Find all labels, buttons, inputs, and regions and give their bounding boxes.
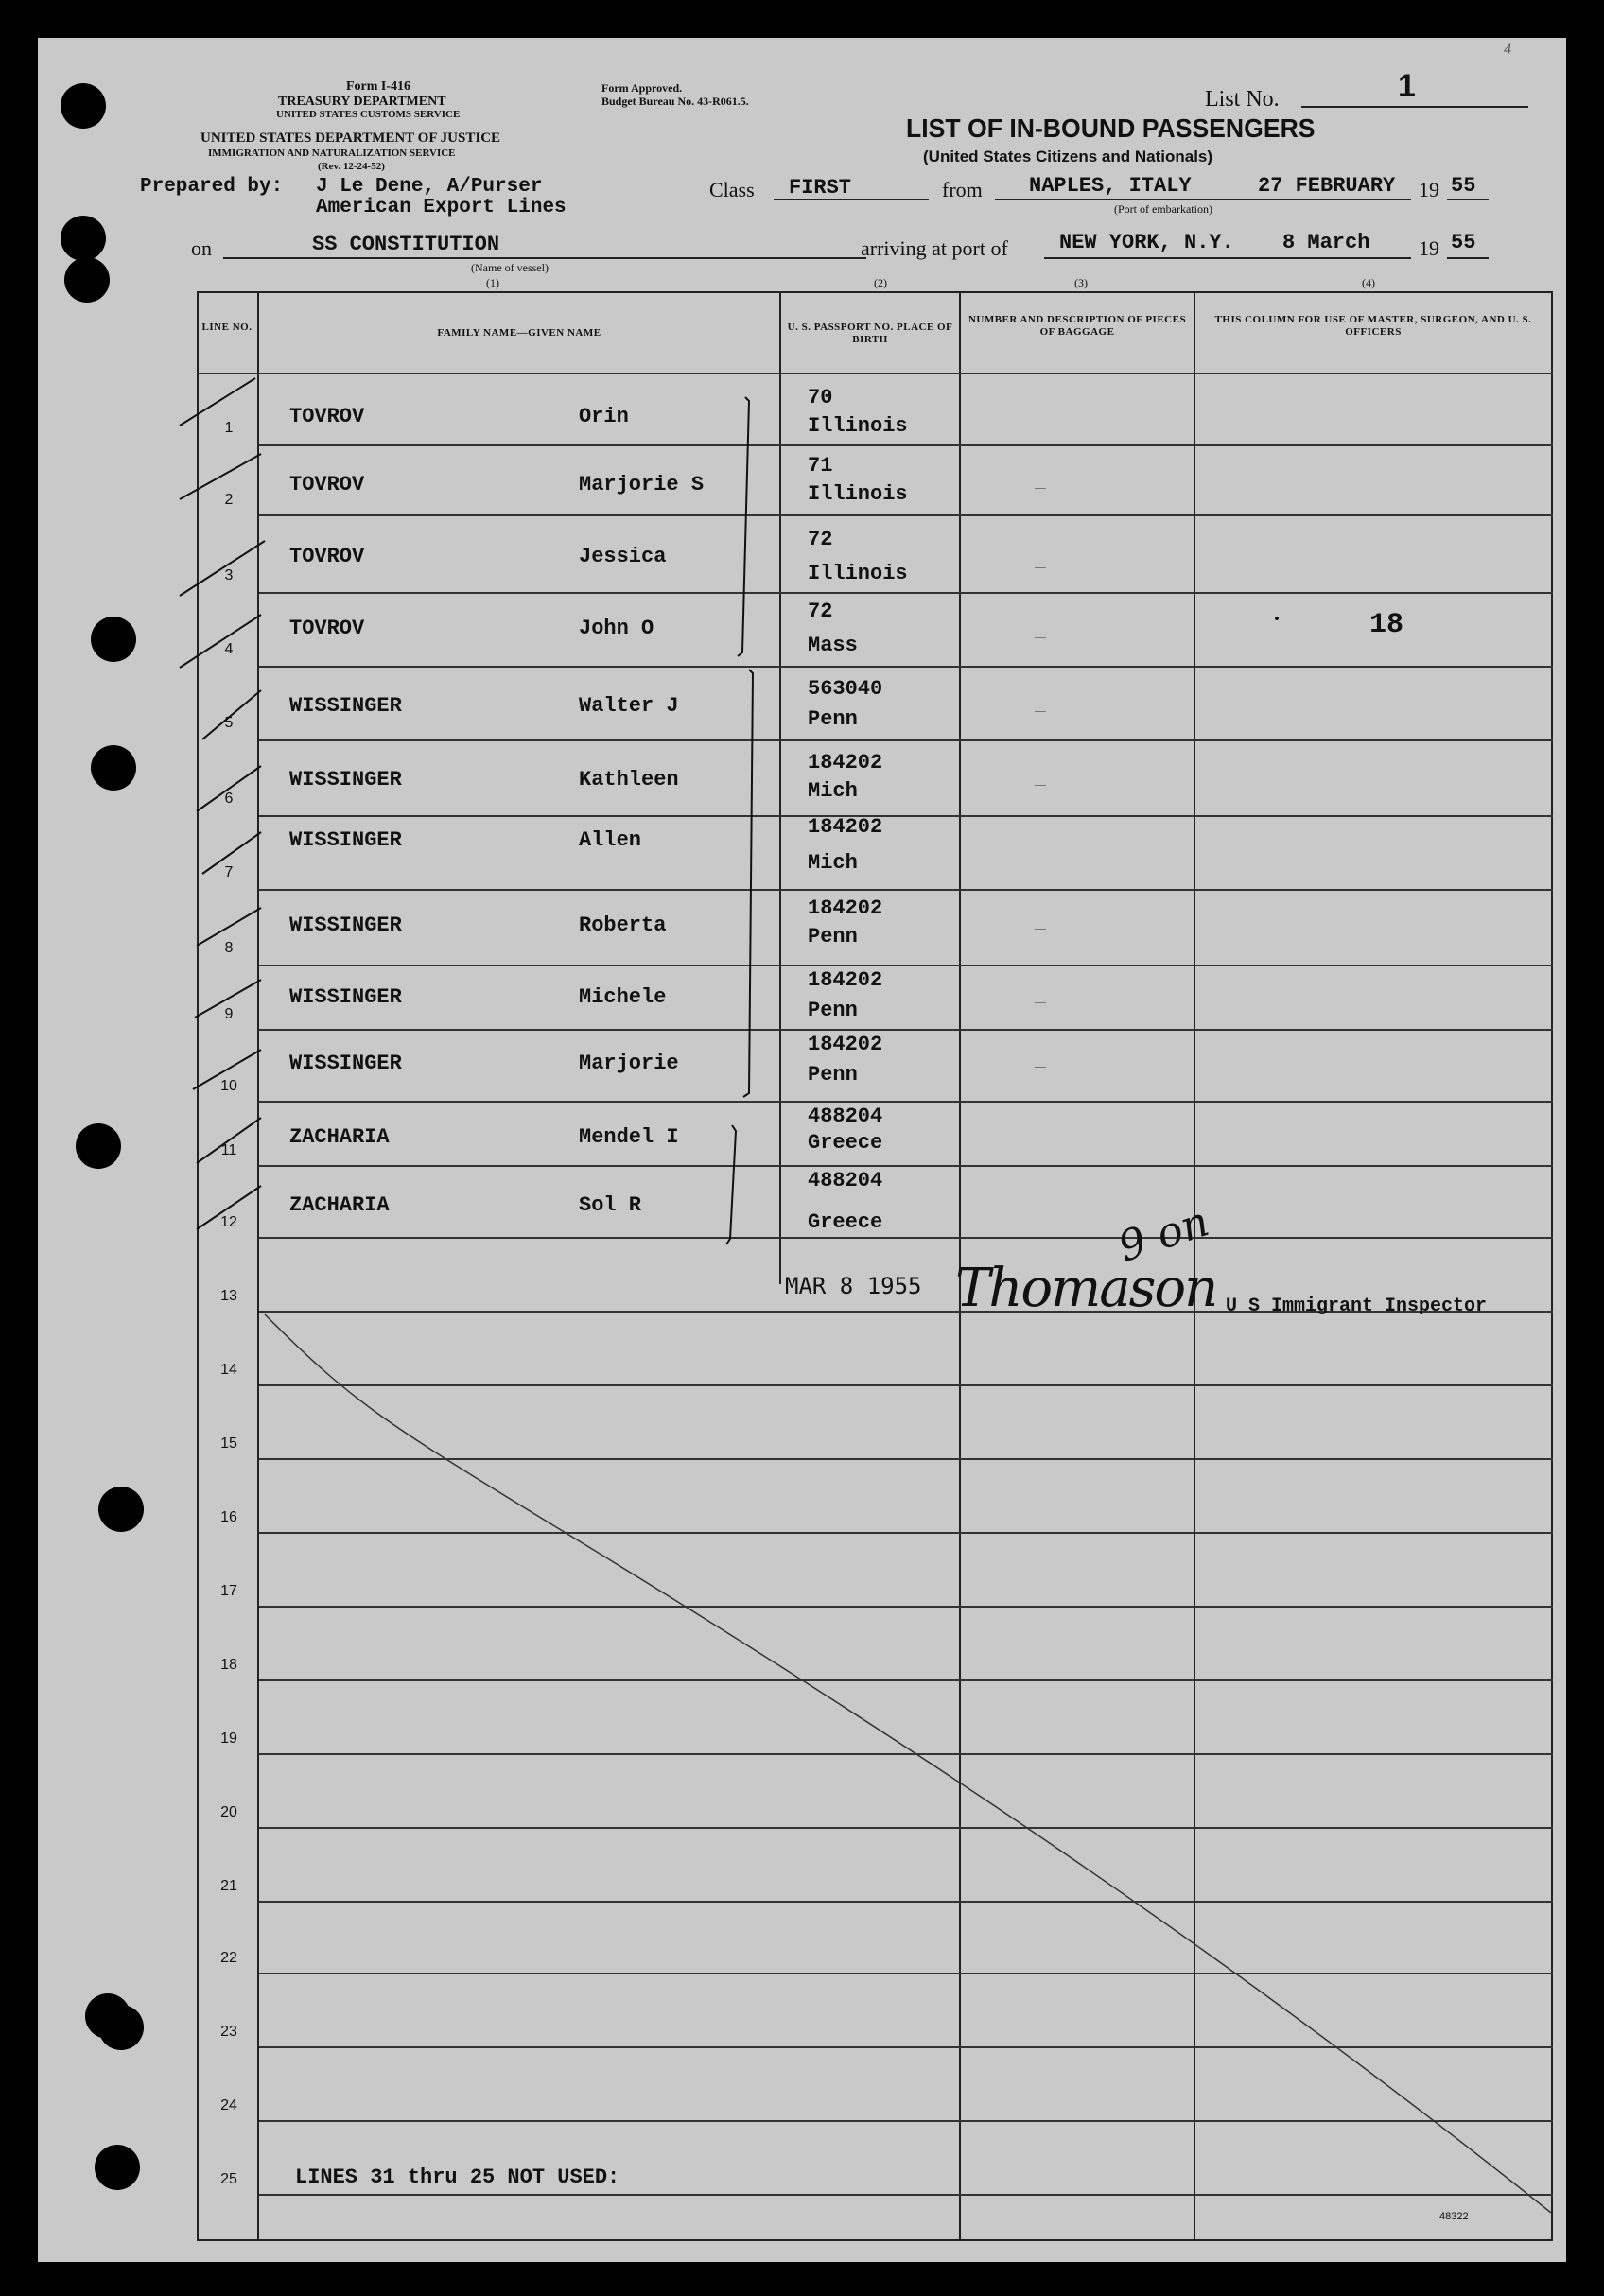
given-name: Mendel I <box>579 1125 679 1149</box>
place-of-birth: Penn <box>808 707 858 731</box>
from-date: 27 FEBRUARY <box>1258 174 1396 198</box>
year-suffix-2: 55 <box>1451 231 1476 254</box>
given-name: John O <box>579 617 654 640</box>
prepared-by-line1: J Le Dene, A/Purser <box>316 176 543 198</box>
family-bracket <box>743 670 753 1097</box>
list-no-label: List No. <box>1205 87 1280 112</box>
given-name: Sol R <box>579 1193 642 1217</box>
given-name: Kathleen <box>579 768 679 791</box>
ins-label: IMMIGRATION AND NATURALIZATION SERVICE <box>208 148 456 159</box>
passport-number: 70 <box>808 386 833 409</box>
line-number: 4 <box>224 641 234 657</box>
line-number: 3 <box>224 567 234 583</box>
line-number: 18 <box>220 1657 237 1673</box>
check-tick <box>202 832 261 874</box>
place-of-birth: Penn <box>808 999 858 1022</box>
line-number: 24 <box>220 2097 237 2113</box>
place-of-birth: Greece <box>808 1210 883 1234</box>
passport-number: 71 <box>808 454 833 478</box>
check-tick <box>202 690 261 739</box>
line-number: 8 <box>224 940 234 956</box>
check-tick <box>193 1050 261 1089</box>
arriving-label: arriving at port of <box>861 236 1008 260</box>
justice-label: UNITED STATES DEPARTMENT OF JUSTICE <box>200 130 501 146</box>
line-number: 19 <box>220 1731 237 1747</box>
col-num-1: (1) <box>486 276 499 289</box>
family-name: WISSINGER <box>289 985 402 1009</box>
line-number: 25 <box>220 2171 237 2187</box>
year-prefix-2: 19 <box>1419 236 1439 260</box>
on-label: on <box>191 236 212 260</box>
family-name: WISSINGER <box>289 1052 402 1075</box>
family-name: WISSINGER <box>289 828 402 852</box>
family-name: WISSINGER <box>289 768 402 791</box>
line-number: 11 <box>220 1142 237 1158</box>
check-tick <box>197 766 261 811</box>
given-name: Roberta <box>579 913 667 937</box>
customs-label: UNITED STATES CUSTOMS SERVICE <box>276 109 461 120</box>
passport-number: 72 <box>808 600 833 623</box>
family-name: ZACHARIA <box>289 1125 390 1149</box>
line-number: 17 <box>220 1583 237 1599</box>
treasury-label: TREASURY DEPARTMENT <box>278 95 446 109</box>
line-number: 6 <box>224 791 234 807</box>
place-of-birth: Mich <box>808 779 858 803</box>
check-tick <box>197 1186 261 1229</box>
revision-label: (Rev. 12-24-52) <box>318 161 385 172</box>
place-of-birth: Illinois <box>808 562 908 585</box>
check-tick <box>180 615 261 668</box>
check-tick <box>180 541 265 596</box>
given-name: Allen <box>579 828 642 852</box>
line-number: 20 <box>220 1804 237 1820</box>
prepared-by-line2: American Export Lines <box>316 197 567 218</box>
passport-number: 563040 <box>808 677 883 701</box>
cancel-diagonal <box>265 1314 1551 2213</box>
check-tick <box>180 454 261 499</box>
given-name: Marjorie S <box>579 473 705 496</box>
corner-number: 48322 <box>1439 2211 1469 2222</box>
form-number: Form I-416 <box>346 79 411 94</box>
line-number: 7 <box>224 864 234 880</box>
passport-number: 72 <box>808 528 833 551</box>
col-name: FAMILY NAME—GIVEN NAME <box>437 327 602 339</box>
check-tick <box>195 980 261 1018</box>
place-of-birth: Penn <box>808 1063 858 1087</box>
passport-number: 184202 <box>808 896 883 920</box>
line-number: 15 <box>220 1435 237 1452</box>
year-prefix-1: 19 <box>1419 178 1439 201</box>
line-number: 16 <box>220 1509 237 1525</box>
line-number: 21 <box>220 1878 237 1894</box>
family-name: WISSINGER <box>289 913 402 937</box>
line-number: 2 <box>224 492 234 508</box>
class-value: FIRST <box>789 176 852 200</box>
passport-number: 488204 <box>808 1105 883 1128</box>
check-tick <box>197 908 261 946</box>
line-number: 13 <box>220 1288 237 1304</box>
col-num-2: (2) <box>874 276 887 289</box>
class-label: Class <box>709 178 755 201</box>
line-number: 5 <box>224 715 234 731</box>
line-number: 10 <box>220 1078 237 1094</box>
place-of-birth: Greece <box>808 1131 883 1155</box>
form-approved: Form Approved. <box>602 81 683 95</box>
passport-number: 488204 <box>808 1169 883 1192</box>
passport-number: 184202 <box>808 1033 883 1056</box>
vessel-caption: (Name of vessel) <box>471 261 549 274</box>
place-of-birth: Illinois <box>808 482 908 506</box>
pencil-dot <box>1275 617 1279 620</box>
port-embark-caption: (Port of embarkation) <box>1114 202 1212 216</box>
col-line-no: LINE NO. <box>201 322 253 333</box>
line-number: 14 <box>220 1362 237 1378</box>
place-of-birth: Mich <box>808 851 858 875</box>
family-name: TOVROV <box>289 617 365 640</box>
line-number: 9 <box>224 1006 234 1022</box>
given-name: Walter J <box>579 694 679 718</box>
document-subtitle: (United States Citizens and Nationals) <box>923 148 1213 165</box>
col-baggage: NUMBER AND DESCRIPTION OF PIECES OF BAGGAGE <box>968 314 1187 338</box>
place-of-birth: Illinois <box>808 414 908 438</box>
passport-number: 184202 <box>808 968 883 992</box>
line-number: 23 <box>220 2024 237 2040</box>
given-name: Jessica <box>579 545 667 568</box>
inspection-stamp-date: MAR 8 1955 <box>785 1273 922 1299</box>
corner-mark: 4 <box>1504 42 1511 58</box>
arrival-port: NEW YORK, N.Y. <box>1059 231 1234 254</box>
line-number: 1 <box>224 420 234 436</box>
officer-count: 18 <box>1369 609 1404 641</box>
handwritten-note: 9 on <box>1112 1197 1215 1272</box>
prepared-by-label: Prepared by: <box>140 176 284 198</box>
line-number: 12 <box>220 1214 237 1230</box>
document-title: LIST OF IN-BOUND PASSENGERS <box>906 113 1316 143</box>
col-officers: THIS COLUMN FOR USE OF MASTER, SURGEON, AND U. S. OFFICERS <box>1214 314 1532 338</box>
family-name: TOVROV <box>289 473 365 496</box>
family-bracket <box>726 1125 736 1244</box>
line-number: 22 <box>220 1950 237 1966</box>
inspector-title: U S Immigrant Inspector <box>1226 1296 1488 1317</box>
family-name: TOVROV <box>289 405 365 428</box>
family-name: ZACHARIA <box>289 1193 390 1217</box>
passport-number: 184202 <box>808 815 883 839</box>
family-name: WISSINGER <box>289 694 402 718</box>
from-label: from <box>942 178 983 201</box>
given-name: Marjorie <box>579 1052 679 1075</box>
from-value: NAPLES, ITALY <box>1029 174 1192 198</box>
place-of-birth: Penn <box>808 925 858 948</box>
col-num-3: (3) <box>1074 276 1088 289</box>
unused-lines-note: LINES 31 thru 25 NOT USED: <box>295 2166 620 2189</box>
pen-marks <box>38 38 1566 2262</box>
place-of-birth: Mass <box>808 634 858 657</box>
given-name: Michele <box>579 985 667 1009</box>
passport-number: 184202 <box>808 751 883 774</box>
col-num-4: (4) <box>1362 276 1375 289</box>
check-tick <box>180 378 255 426</box>
family-name: TOVROV <box>289 545 365 568</box>
inspector-signature: Thomason <box>955 1258 1217 1319</box>
budget-bureau: Budget Bureau No. 43-R061.5. <box>602 95 749 108</box>
year-suffix-1: 55 <box>1451 174 1476 198</box>
arrival-date: 8 March <box>1282 231 1370 254</box>
given-name: Orin <box>579 405 629 428</box>
form-page <box>38 38 1566 2262</box>
vessel-name: SS CONSTITUTION <box>312 233 500 256</box>
check-tick <box>197 1118 261 1163</box>
list-no-value: 1 <box>1398 68 1416 104</box>
col-passport: U. S. PASSPORT NO. PLACE OF BIRTH <box>787 322 953 345</box>
family-bracket <box>738 397 749 656</box>
